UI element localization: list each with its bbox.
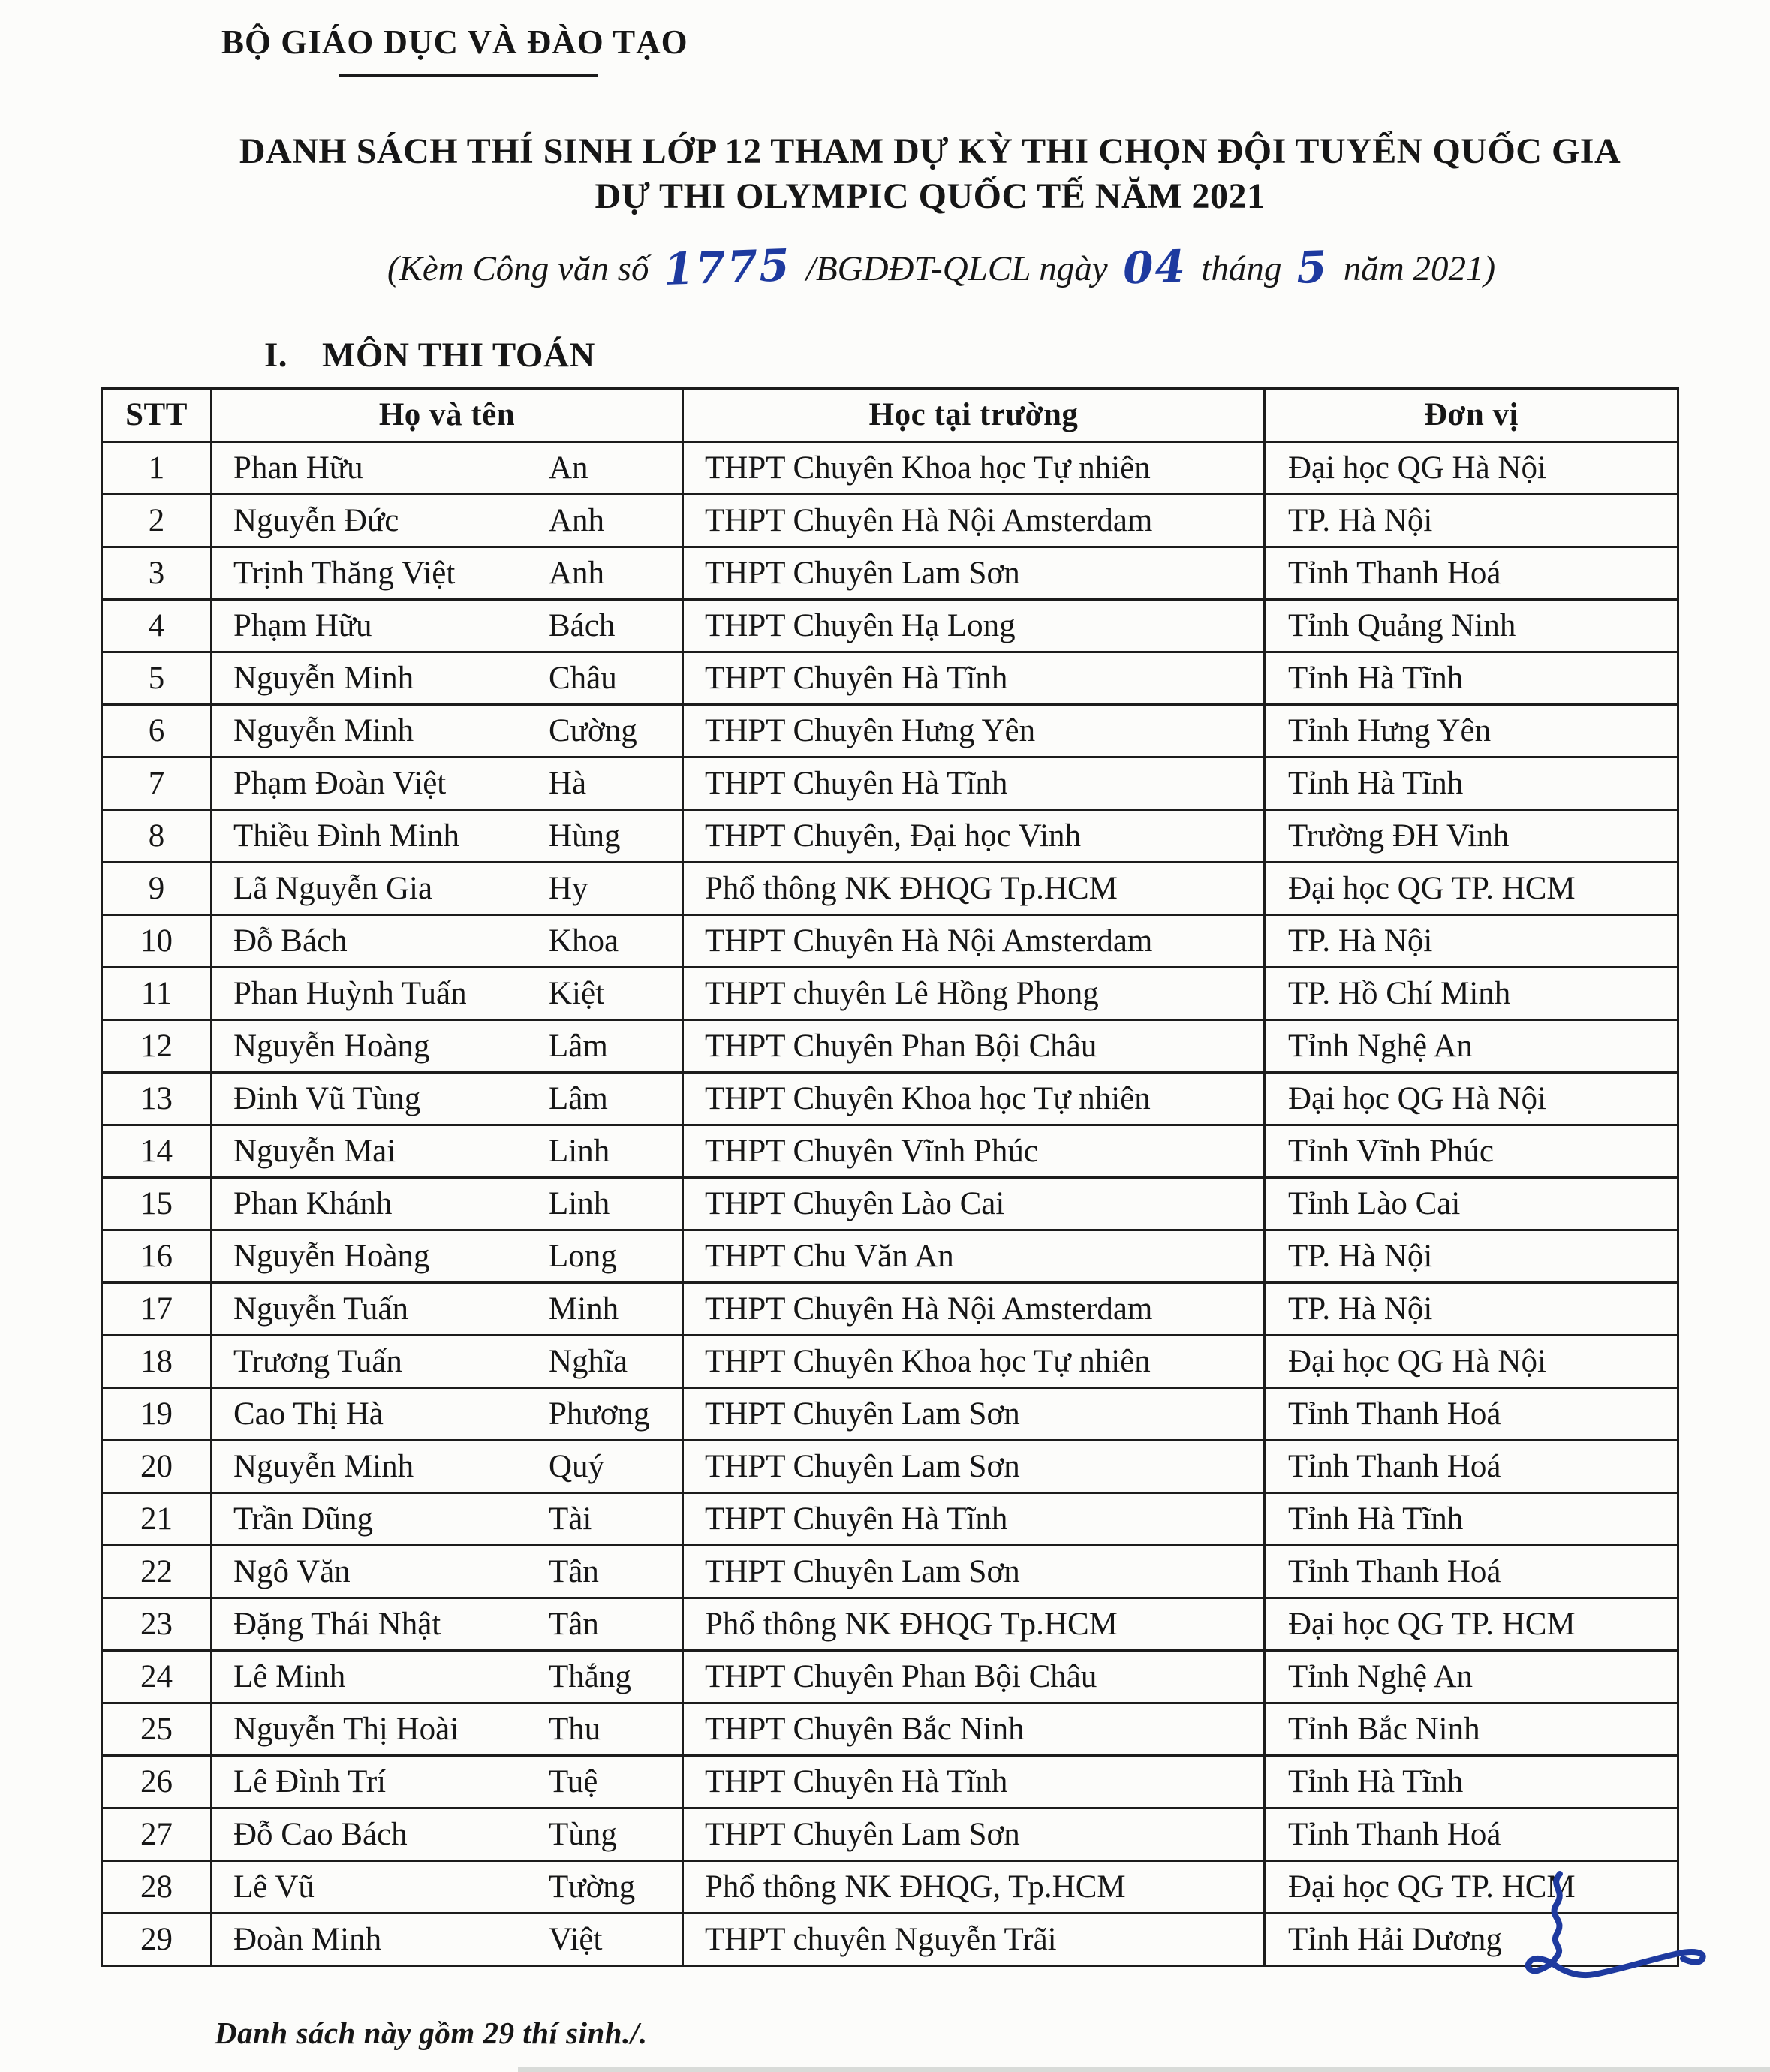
cell-stt: 26 [102, 1756, 212, 1808]
scan-edge-artifact [518, 2067, 1770, 2072]
cell-stt: 5 [102, 652, 212, 705]
given-name: Việt [549, 1921, 603, 1957]
cell-school: Phổ thông NK ĐHQG Tp.HCM [683, 1598, 1265, 1651]
given-name: Thắng [549, 1658, 631, 1694]
cell-stt: 13 [102, 1073, 212, 1125]
cell-name [212, 1861, 683, 1914]
cell-stt: 1 [102, 442, 212, 495]
table-row [102, 1388, 1678, 1441]
cell-name [212, 1808, 683, 1861]
family-name: Nguyễn Thị Hoài [233, 1711, 459, 1747]
cell-school: THPT Chuyên Hà Tĩnh [683, 1493, 1265, 1546]
table-row [102, 547, 1678, 600]
cell-school: THPT Chuyên Bắc Ninh [683, 1703, 1265, 1756]
table-row [102, 1441, 1678, 1493]
given-name: Anh [549, 502, 605, 538]
cell-unit: Đại học QG Hà Nội [1265, 442, 1678, 495]
family-name: Lã Nguyễn Gia [233, 870, 433, 906]
table-row [102, 968, 1678, 1020]
given-name: Khoa [549, 923, 619, 959]
handwritten-day: 04 [1121, 240, 1188, 294]
cell-stt: 27 [102, 1808, 212, 1861]
document-title [0, 129, 1770, 219]
cell-name [212, 705, 683, 757]
given-name: Bách [549, 607, 616, 643]
cell-school: THPT Chuyên Lam Sơn [683, 1546, 1265, 1598]
cell-name [212, 1546, 683, 1598]
cell-unit: Tỉnh Hà Tĩnh [1265, 1493, 1678, 1546]
family-name: Trương Tuấn [233, 1343, 402, 1379]
cell-unit: Đại học QG Hà Nội [1265, 1336, 1678, 1388]
cell-unit: Đại học QG TP. HCM [1265, 1861, 1678, 1914]
cell-school: THPT Chuyên Hà Nội Amsterdam [683, 1283, 1265, 1336]
family-name: Ngô Văn [233, 1553, 351, 1589]
cell-name [212, 1178, 683, 1230]
given-name: Hà [549, 765, 587, 801]
cell-stt: 12 [102, 1020, 212, 1073]
table-row [102, 1914, 1678, 1966]
family-name: Nguyễn Mai [233, 1133, 396, 1169]
cell-school: THPT Chuyên Khoa học Tự nhiên [683, 442, 1265, 495]
cell-unit: TP. Hà Nội [1265, 495, 1678, 547]
section-heading [264, 335, 1770, 375]
cell-stt: 21 [102, 1493, 212, 1546]
header-stt: STT [102, 389, 212, 442]
family-name: Nguyễn Minh [233, 660, 414, 696]
cell-school: THPT chuyên Lê Hồng Phong [683, 968, 1265, 1020]
given-name: Anh [549, 555, 605, 591]
table-row [102, 1125, 1678, 1178]
given-name: Long [549, 1238, 617, 1274]
cell-name [212, 1073, 683, 1125]
cell-unit: Tỉnh Hà Tĩnh [1265, 1756, 1678, 1808]
family-name: Đinh Vũ Tùng [233, 1080, 421, 1116]
cell-unit: Tỉnh Thanh Hoá [1265, 547, 1678, 600]
cell-name [212, 442, 683, 495]
cell-unit: Tỉnh Nghệ An [1265, 1020, 1678, 1073]
handwritten-doc-number: 1775 [663, 239, 793, 295]
header-ho-va-ten: Họ và tên [212, 389, 683, 442]
given-name: Phương [549, 1396, 650, 1432]
given-name: Tuệ [549, 1763, 598, 1799]
table-row [102, 1020, 1678, 1073]
cell-name [212, 1493, 683, 1546]
table-header [102, 389, 1678, 442]
family-name: Lê Đình Trí [233, 1763, 387, 1799]
cell-stt: 22 [102, 1546, 212, 1598]
cell-unit: Tỉnh Quảng Ninh [1265, 600, 1678, 652]
family-name: Nguyễn Minh [233, 712, 414, 748]
cell-unit: TP. Hà Nội [1265, 1283, 1678, 1336]
cell-unit: Tỉnh Thanh Hoá [1265, 1388, 1678, 1441]
family-name: Đoàn Minh [233, 1921, 382, 1957]
cell-stt: 6 [102, 705, 212, 757]
subtitle-text-3: tháng [1201, 249, 1282, 288]
table-row [102, 1283, 1678, 1336]
cell-name [212, 1914, 683, 1966]
given-name: Linh [549, 1185, 610, 1221]
cell-stt: 17 [102, 1283, 212, 1336]
given-name: Tài [549, 1501, 592, 1537]
handwritten-month: 5 [1296, 241, 1330, 294]
cell-stt: 19 [102, 1388, 212, 1441]
table-row [102, 652, 1678, 705]
students-table [101, 387, 1679, 1967]
cell-stt: 3 [102, 547, 212, 600]
cell-unit: Tỉnh Hải Dương [1265, 1914, 1678, 1966]
cell-school: THPT Chuyên Lam Sơn [683, 547, 1265, 600]
ministry-underline [339, 74, 598, 77]
table-row [102, 1493, 1678, 1546]
cell-name [212, 1703, 683, 1756]
family-name: Nguyễn Tuấn [233, 1290, 408, 1327]
signature-ink [1516, 1868, 1726, 1995]
table-row [102, 600, 1678, 652]
header-don-vi: Đơn vị [1265, 389, 1678, 442]
cell-stt: 7 [102, 757, 212, 810]
cell-stt: 18 [102, 1336, 212, 1388]
table-row [102, 495, 1678, 547]
cell-school: THPT Chuyên Vĩnh Phúc [683, 1125, 1265, 1178]
cell-stt: 28 [102, 1861, 212, 1914]
cell-school: THPT Chuyên Hạ Long [683, 600, 1265, 652]
table-row [102, 1756, 1678, 1808]
cell-school: THPT Chuyên Khoa học Tự nhiên [683, 1336, 1265, 1388]
given-name: Hùng [549, 818, 621, 854]
given-name: Tường [549, 1869, 636, 1905]
cell-unit: Tỉnh Bắc Ninh [1265, 1703, 1678, 1756]
header-hoc-tai-truong: Học tại trường [683, 389, 1265, 442]
cell-name [212, 1756, 683, 1808]
family-name: Phan Hữu [233, 450, 363, 486]
table-row [102, 1703, 1678, 1756]
table-row [102, 1336, 1678, 1388]
cell-stt: 25 [102, 1703, 212, 1756]
cell-name [212, 1336, 683, 1388]
cell-name [212, 1125, 683, 1178]
cell-stt: 24 [102, 1651, 212, 1703]
cell-name [212, 1388, 683, 1441]
document-subtitle [0, 239, 1770, 296]
table-row [102, 1598, 1678, 1651]
family-name: Phan Khánh [233, 1185, 393, 1221]
family-name: Trịnh Thăng Việt [233, 555, 456, 591]
cell-name [212, 652, 683, 705]
section-label: MÔN THI TOÁN [322, 336, 595, 375]
cell-unit: Trường ĐH Vinh [1265, 810, 1678, 863]
given-name: Lâm [549, 1080, 608, 1116]
cell-stt: 8 [102, 810, 212, 863]
title-line-1: DANH SÁCH THÍ SINH LỚP 12 THAM DỰ KỲ THI CHỌN ĐỘI TUYỂN QUỐC GIA [239, 131, 1621, 171]
table-row [102, 757, 1678, 810]
given-name: Linh [549, 1133, 610, 1169]
table-row [102, 1178, 1678, 1230]
cell-unit: Tỉnh Thanh Hoá [1265, 1546, 1678, 1598]
cell-school: THPT Chuyên Hà Tĩnh [683, 652, 1265, 705]
family-name: Đỗ Bách [233, 923, 348, 959]
cell-name [212, 1283, 683, 1336]
table-row [102, 863, 1678, 915]
cell-unit: Đại học QG TP. HCM [1265, 1598, 1678, 1651]
given-name: Kiệt [549, 975, 605, 1011]
subtitle-text-1: (Kèm Công văn số [387, 249, 649, 288]
cell-name [212, 1651, 683, 1703]
table-row [102, 810, 1678, 863]
cell-school: THPT Chuyên Lam Sơn [683, 1388, 1265, 1441]
cell-stt: 20 [102, 1441, 212, 1493]
cell-school: THPT Chuyên Hà Tĩnh [683, 757, 1265, 810]
family-name: Trần Dũng [233, 1501, 373, 1537]
cell-name [212, 810, 683, 863]
cell-stt: 11 [102, 968, 212, 1020]
family-name: Đặng Thái Nhật [233, 1606, 441, 1642]
cell-school: THPT Chuyên Lam Sơn [683, 1808, 1265, 1861]
family-name: Nguyễn Minh [233, 1448, 414, 1484]
cell-school: THPT Chuyên Phan Bội Châu [683, 1020, 1265, 1073]
table-row [102, 1546, 1678, 1598]
cell-stt: 29 [102, 1914, 212, 1966]
cell-stt: 23 [102, 1598, 212, 1651]
cell-unit: Tỉnh Vĩnh Phúc [1265, 1125, 1678, 1178]
table-row [102, 915, 1678, 968]
cell-school: THPT Chuyên Hà Tĩnh [683, 1756, 1265, 1808]
footer-note: Danh sách này gồm 29 thí sinh./. [215, 2016, 648, 2050]
cell-unit: Tỉnh Hà Tĩnh [1265, 757, 1678, 810]
ministry-name: BỘ GIÁO DỤC VÀ ĐÀO TẠO [221, 23, 688, 61]
cell-unit: Tỉnh Thanh Hoá [1265, 1808, 1678, 1861]
given-name: Châu [549, 660, 617, 696]
cell-unit: Đại học QG TP. HCM [1265, 863, 1678, 915]
table-body [102, 442, 1678, 1966]
given-name: Cường [549, 712, 637, 748]
cell-name [212, 915, 683, 968]
cell-school: THPT Chuyên Hà Nội Amsterdam [683, 915, 1265, 968]
cell-name [212, 863, 683, 915]
given-name: Hy [549, 870, 588, 906]
cell-stt: 15 [102, 1178, 212, 1230]
cell-school: Phổ thông NK ĐHQG, Tp.HCM [683, 1861, 1265, 1914]
given-name: Nghĩa [549, 1343, 628, 1379]
cell-name [212, 1441, 683, 1493]
subtitle-text-2: /BGDĐT-QLCL ngày [805, 249, 1108, 288]
cell-school: THPT Chuyên Phan Bội Châu [683, 1651, 1265, 1703]
cell-unit: TP. Hồ Chí Minh [1265, 968, 1678, 1020]
table-row [102, 1073, 1678, 1125]
cell-name [212, 547, 683, 600]
cell-school: Phổ thông NK ĐHQG Tp.HCM [683, 863, 1265, 915]
cell-stt: 14 [102, 1125, 212, 1178]
section-index: I. [264, 336, 288, 375]
given-name: Thu [549, 1711, 601, 1747]
cell-school: THPT chuyên Nguyễn Trãi [683, 1914, 1265, 1966]
cell-school: THPT Chuyên Hà Nội Amsterdam [683, 495, 1265, 547]
cell-stt: 10 [102, 915, 212, 968]
table-row [102, 1651, 1678, 1703]
given-name: Tân [549, 1606, 599, 1642]
cell-name [212, 968, 683, 1020]
given-name: Tùng [549, 1816, 617, 1852]
cell-unit: Tỉnh Lào Cai [1265, 1178, 1678, 1230]
table-row [102, 1861, 1678, 1914]
table-row [102, 705, 1678, 757]
cell-school: THPT Chuyên Hưng Yên [683, 705, 1265, 757]
cell-name [212, 757, 683, 810]
family-name: Lê Minh [233, 1658, 346, 1694]
family-name: Thiều Đình Minh [233, 818, 459, 854]
cell-name [212, 1230, 683, 1283]
family-name: Đỗ Cao Bách [233, 1816, 408, 1852]
family-name: Nguyễn Hoàng [233, 1028, 430, 1064]
table-row [102, 1808, 1678, 1861]
given-name: Tân [549, 1553, 599, 1589]
cell-stt: 16 [102, 1230, 212, 1283]
family-name: Nguyễn Hoàng [233, 1238, 430, 1274]
cell-unit: Tỉnh Hưng Yên [1265, 705, 1678, 757]
cell-stt: 2 [102, 495, 212, 547]
family-name: Phạm Đoàn Việt [233, 765, 447, 801]
cell-school: THPT Chuyên Lào Cai [683, 1178, 1265, 1230]
cell-unit: Tỉnh Thanh Hoá [1265, 1441, 1678, 1493]
cell-name [212, 1020, 683, 1073]
family-name: Nguyễn Đức [233, 502, 399, 538]
cell-school: THPT Chuyên Khoa học Tự nhiên [683, 1073, 1265, 1125]
given-name: An [549, 450, 588, 486]
family-name: Phan Huỳnh Tuấn [233, 975, 467, 1011]
family-name: Lê Vũ [233, 1869, 315, 1905]
given-name: Quý [549, 1448, 605, 1484]
cell-unit: Tỉnh Hà Tĩnh [1265, 652, 1678, 705]
cell-school: THPT Chu Văn An [683, 1230, 1265, 1283]
table-row [102, 1230, 1678, 1283]
cell-unit: Tỉnh Nghệ An [1265, 1651, 1678, 1703]
given-name: Minh [549, 1290, 619, 1327]
title-line-2: DỰ THI OLYMPIC QUỐC TẾ NĂM 2021 [595, 176, 1266, 216]
cell-unit: TP. Hà Nội [1265, 1230, 1678, 1283]
cell-name [212, 600, 683, 652]
cell-school: THPT Chuyên Lam Sơn [683, 1441, 1265, 1493]
cell-school: THPT Chuyên, Đại học Vinh [683, 810, 1265, 863]
cell-unit: Đại học QG Hà Nội [1265, 1073, 1678, 1125]
cell-name [212, 495, 683, 547]
cell-name [212, 1598, 683, 1651]
family-name: Phạm Hữu [233, 607, 372, 643]
table-row [102, 442, 1678, 495]
cell-stt: 9 [102, 863, 212, 915]
cell-stt: 4 [102, 600, 212, 652]
cell-unit: TP. Hà Nội [1265, 915, 1678, 968]
family-name: Cao Thị Hà [233, 1396, 384, 1432]
given-name: Lâm [549, 1028, 608, 1064]
subtitle-text-4: năm 2021) [1343, 249, 1496, 288]
